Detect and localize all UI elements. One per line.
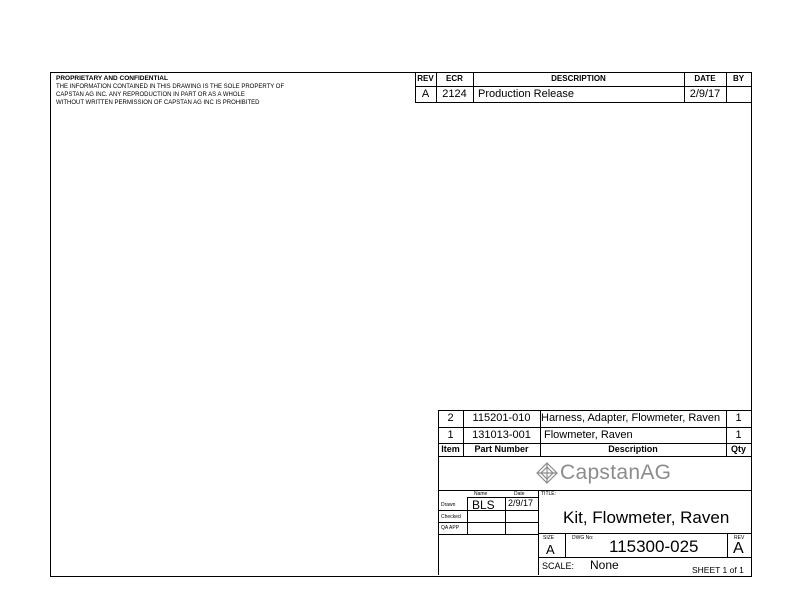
logo-text: CapstanAG (560, 461, 672, 484)
drawn-date: 2/9/17 (508, 498, 534, 508)
revision-row-date: 2/9/17 (689, 88, 721, 100)
dwg-number-label: DWG No: (572, 535, 594, 541)
title-label: TITLE: (541, 491, 557, 497)
bom-qty-header: Qty (730, 444, 746, 454)
by-header: BY (732, 74, 745, 83)
sheet-number: SHEET 1 of 1 (692, 565, 744, 575)
bom-qty: 1 (735, 412, 742, 424)
drawn-label: Drawn (441, 502, 456, 508)
bom-description-header: Description (608, 444, 658, 454)
date-header: DATE (694, 74, 716, 83)
drawing-frame (50, 72, 752, 577)
bom-item: 1 (447, 429, 454, 441)
bom-part-number-header: Part Number (474, 444, 529, 454)
wheat-icon (536, 462, 558, 484)
description-header: DESCRIPTION (551, 74, 606, 83)
name-label: Name (474, 491, 488, 497)
checked-label: Checked (441, 514, 461, 520)
drawn-by-name: BLS (472, 498, 495, 512)
notice-heading: PROPRIETARY AND CONFIDENTIAL (56, 75, 168, 82)
bom-item: 2 (447, 412, 454, 424)
bom-part-number: 131013-001 (472, 429, 531, 441)
size-label: SIZE (543, 535, 555, 541)
dwg-number: 115300-025 (609, 537, 699, 556)
bom-part-number: 115201-010 (472, 412, 531, 424)
bom-qty: 1 (735, 429, 742, 441)
qa-approval-label: QA APP (441, 525, 460, 531)
notice-line-3: WITHOUT WRITTEN PERMISSION OF CAPSTAN AG INC IS PROHIBITED (56, 100, 260, 106)
revision-row-description: Production Release (478, 88, 575, 100)
drawing-title: Kit, Flowmeter, Raven (563, 508, 730, 527)
ecr-header: ECR (446, 74, 463, 83)
rev-header: REV (417, 74, 434, 83)
date-label: Date (514, 491, 525, 497)
revision-row-ecr: 2124 (442, 88, 467, 100)
bom-item-header: Item (441, 444, 460, 454)
notice-line-2: CAPSTAN AG INC. ANY REPRODUCTION IN PART OR AS A WHOLE (56, 92, 245, 98)
sheet-size: A (546, 542, 555, 557)
rev-label: REV (734, 535, 745, 541)
revision-row-rev: A (421, 88, 430, 100)
drawing-rev: A (733, 540, 744, 557)
scale-value: None (590, 558, 619, 572)
company-logo (536, 460, 671, 486)
notice-line-1: THE INFORMATION CONTAINED IN THIS DRAWING IS THE SOLE PROPERTY OF (56, 84, 285, 90)
bom-description: Flowmeter, Raven (544, 429, 633, 441)
bom-description: Harness, Adapter, Flowmeter, Raven (541, 412, 721, 424)
scale-label: SCALE: (542, 561, 575, 571)
